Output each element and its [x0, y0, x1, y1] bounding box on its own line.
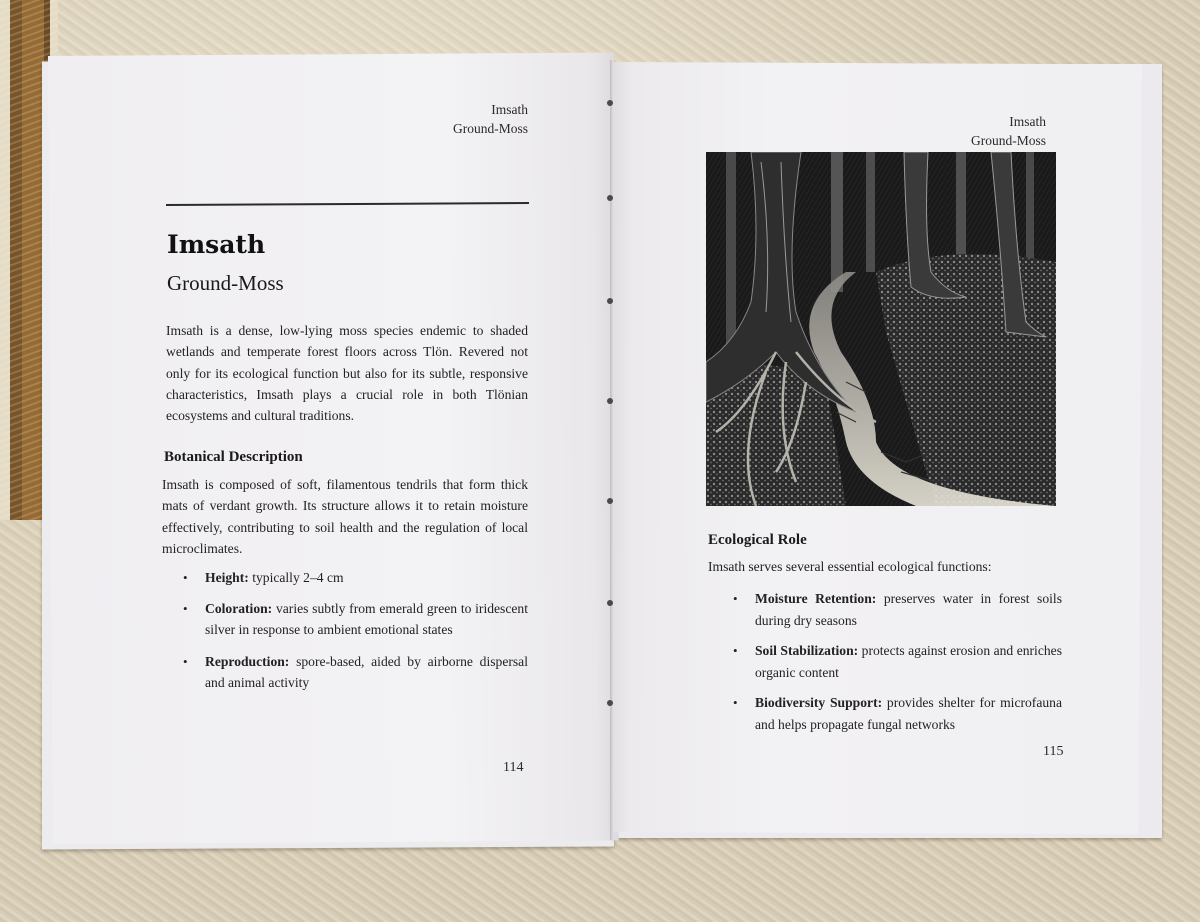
bullet-icon: • — [733, 695, 738, 710]
list-item-text: preserves water in forest soils during dry seasons — [755, 591, 1062, 628]
bullet-icon: • — [183, 653, 188, 669]
binding-hole — [607, 298, 613, 304]
bullet-icon: • — [183, 570, 188, 585]
running-head-title: Imsath — [1009, 114, 1046, 129]
list-item-term: Height: — [205, 570, 249, 585]
section-heading-ecological: Ecological Role — [708, 532, 807, 548]
book-spine — [610, 60, 613, 840]
list-item-biodiversity-support — [712, 692, 1062, 735]
section-heading-botanical: Botanical Description — [164, 449, 303, 465]
running-head-subtitle: Ground-Moss — [970, 133, 1046, 148]
botanical-paragraph: Imsath is composed of soft, filamentous tendrils that form thick mats of verdant growth. Its structure allows it to retain moisture effectively, contributing to soil health and the regulation of local microclimates. — [162, 477, 528, 556]
binding-hole — [607, 700, 613, 706]
bullet-icon: • — [733, 643, 738, 658]
binding-hole — [607, 600, 613, 606]
binding-hole — [607, 398, 613, 404]
binding-hole — [607, 498, 613, 504]
running-head-subtitle: Ground-Moss — [452, 121, 528, 136]
list-item-term: Soil Stabilization: — [755, 643, 859, 658]
binding-hole — [607, 195, 613, 201]
running-head-title: Imsath — [491, 102, 528, 117]
bullet-icon: • — [183, 600, 188, 616]
list-item-text: typically 2–4 cm — [248, 570, 344, 585]
left-running-head — [380, 100, 528, 138]
page-subtitle: Ground-Moss — [167, 271, 284, 295]
ecological-list — [712, 588, 1062, 744]
list-item-height — [162, 567, 528, 589]
forest-path-illustration — [706, 152, 1056, 506]
list-item-moisture-retention — [712, 588, 1062, 631]
forest-engraving-image — [706, 152, 1056, 506]
list-item-text: varies subtly from emerald green to iridescent silver in response to ambient emotional states — [205, 600, 528, 637]
list-item-text: provides shelter for microfauna and helps propagate fungal networks — [755, 695, 1062, 732]
page-number-right: 115 — [1043, 744, 1064, 759]
list-item-reproduction — [162, 651, 528, 694]
ecological-intro: Imsath serves several essential ecological functions: — [708, 559, 992, 574]
list-item-term: Reproduction: — [205, 653, 290, 669]
list-item-coloration — [162, 598, 528, 641]
list-item-soil-stabilization — [712, 640, 1062, 683]
intro-paragraph: Imsath is a dense, low-lying moss species endemic to shaded wetlands and temperate forest floors across Tlön. Revered not only for its ecological function but also for its subtle, responsive characteristics, Imsath plays a crucial role in both Tlönian ecosystems and cultural traditions. — [166, 323, 528, 424]
botanical-list — [162, 567, 528, 703]
left-page — [48, 53, 619, 844]
list-item-term: Biodiversity Support: — [755, 695, 883, 710]
list-item-text: spore-based, aided by airborne dispersal and animal activity — [205, 653, 528, 690]
list-item-term: Moisture Retention: — [755, 591, 877, 606]
right-running-head — [898, 112, 1046, 150]
list-item-text: protects against erosion and enriches organic content — [755, 643, 1062, 680]
page-number-left: 114 — [503, 760, 524, 775]
list-item-term: Coloration: — [205, 600, 273, 616]
page-title: Imsath — [167, 230, 266, 259]
bullet-icon: • — [733, 591, 738, 606]
binding-hole — [607, 100, 613, 106]
